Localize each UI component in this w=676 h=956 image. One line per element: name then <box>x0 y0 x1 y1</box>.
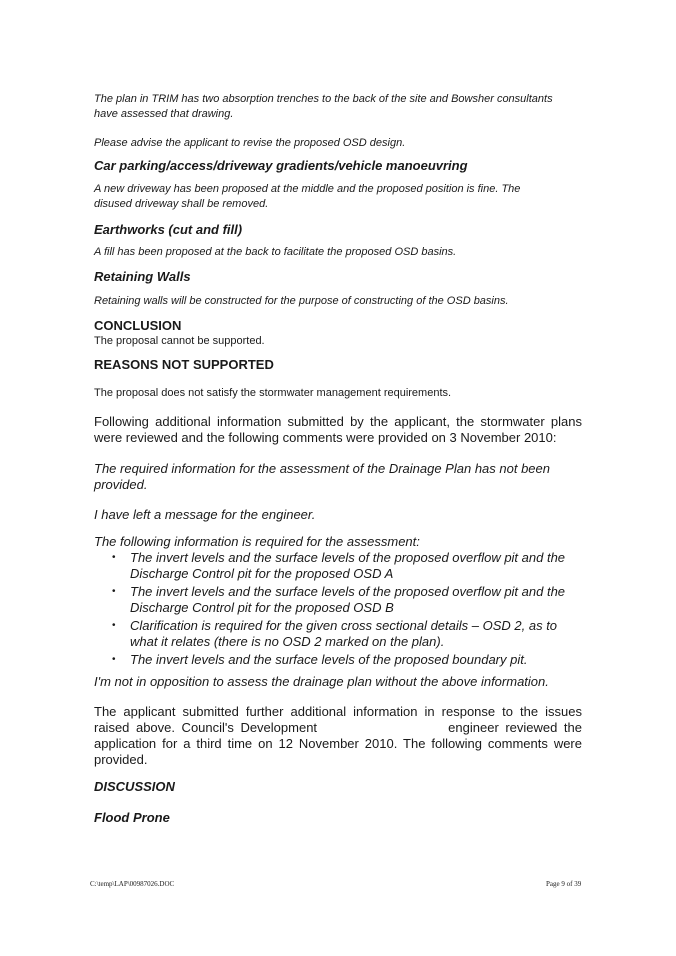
list-item: • The invert levels and the surface levels of the proposed boundary pit. <box>112 652 528 667</box>
bullet-icon: • <box>112 654 116 665</box>
bullet-icon: • <box>112 620 116 631</box>
paragraph-not-in-opposition: I'm not in opposition to assess the drainage plan without the above information. <box>94 674 549 689</box>
paragraph-trim-plan: The plan in TRIM has two absorption trenches to the back of the site and Bowsher consultants have assessed that drawing. <box>94 93 553 120</box>
heading-earthworks: Earthworks (cut and fill) <box>94 222 243 237</box>
footer-file-path: C:\temp\LAP\00987026.DOC <box>90 880 175 888</box>
heading-retaining-walls: Retaining Walls <box>94 269 191 284</box>
paragraph-conclusion: The proposal cannot be supported. <box>94 335 265 347</box>
heading-reasons-not-supported: REASONS NOT SUPPORTED <box>94 357 274 372</box>
paragraph-driveway: A new driveway has been proposed at the middle and the proposed position is fine. The disused driveway shall be removed. <box>94 183 521 210</box>
paragraph-applicant-submitted: The applicant submitted further additional information in response to the issues raised above. Council's Development engineer reviewed the application for a third time on 12 November 2010. The following comments were provided. <box>94 704 582 767</box>
list-item: • Clarification is required for the given cross sectional details – OSD 2, as to what it relates (there is no OSD 2 marked on the plan). <box>112 618 558 649</box>
list-item: • The invert levels and the surface levels of the proposed overflow pit and the Discharge Control pit for the proposed OSD B <box>112 584 566 615</box>
required-information-list <box>112 550 582 670</box>
paragraph-reasons: The proposal does not satisfy the stormwater management requirements. <box>94 387 452 399</box>
bullet-icon: • <box>112 552 116 563</box>
paragraph-left-message: I have left a message for the engineer. <box>94 507 316 522</box>
paragraph-following-information: The following information is required for the assessment: <box>94 534 420 549</box>
bullet-icon: • <box>112 586 116 597</box>
paragraph-retaining-walls: Retaining walls will be constructed for the purpose of constructing of the OSD basins. <box>94 295 509 307</box>
heading-conclusion: CONCLUSION <box>94 318 182 333</box>
paragraph-following-additional: Following additional information submitted by the applicant, the stormwater plans were reviewed and the following comments were provided on 3 November 2010: <box>94 414 582 445</box>
footer-page-number: Page 9 of 39 <box>546 880 582 888</box>
list-item: • The invert levels and the surface levels of the proposed overflow pit and the Discharge Control pit for the proposed OSD A <box>112 550 566 581</box>
heading-flood-prone: Flood Prone <box>94 810 170 825</box>
paragraph-required-information: The required information for the assessment of the Drainage Plan has not been provided. <box>94 461 550 492</box>
paragraph-fill: A fill has been proposed at the back to facilitate the proposed OSD basins. <box>94 246 457 258</box>
heading-car-parking: Car parking/access/driveway gradients/vehicle manoeuvring <box>94 158 468 173</box>
paragraph-advise-applicant: Please advise the applicant to revise the proposed OSD design. <box>94 137 406 149</box>
heading-discussion: DISCUSSION <box>94 779 175 794</box>
